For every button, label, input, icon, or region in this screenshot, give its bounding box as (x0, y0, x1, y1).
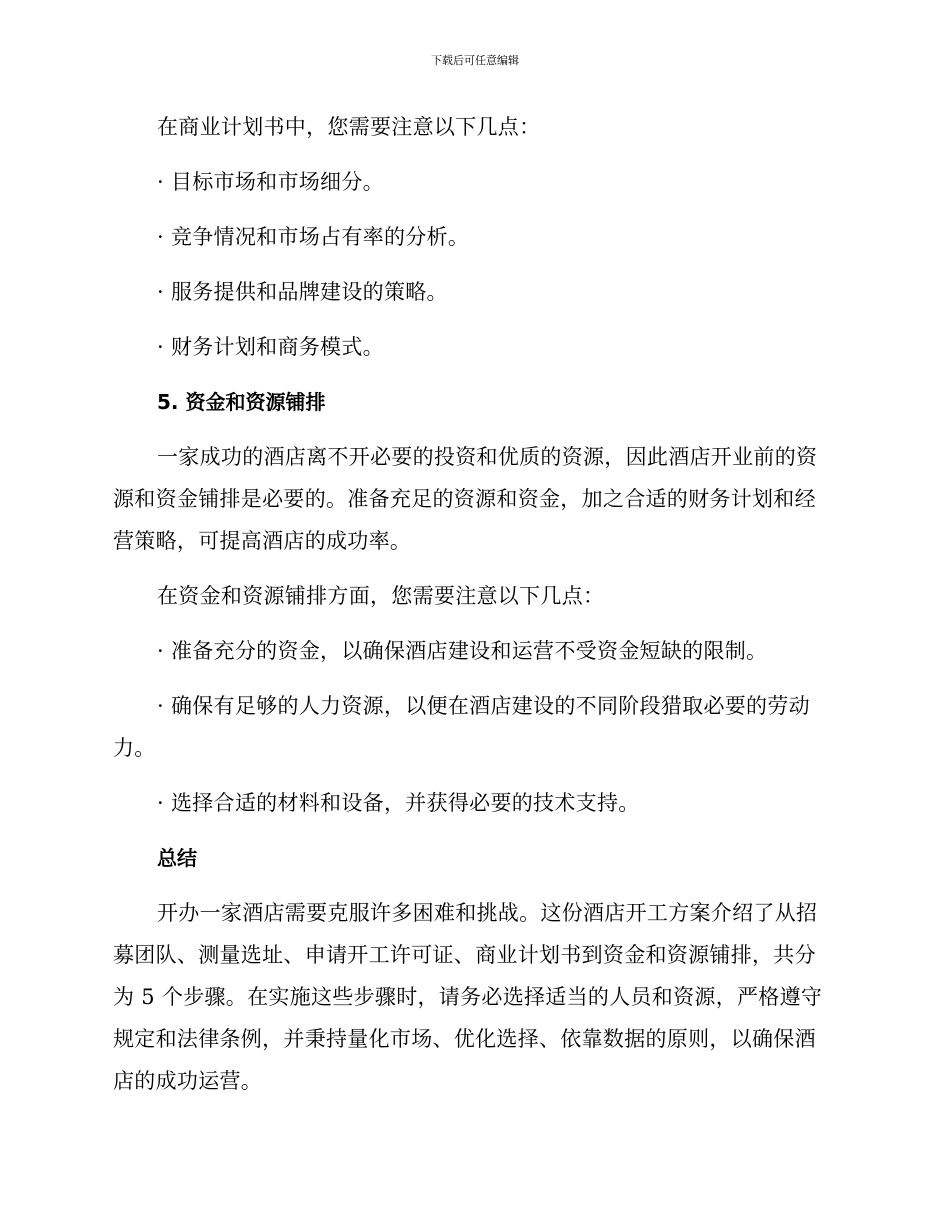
section-heading: 5. 资金和资源铺排 (157, 390, 326, 414)
document-body (113, 106, 833, 1115)
intro-paragraph: 在资金和资源铺排方面，您需要注意以下几点： (157, 584, 605, 608)
bullet-item: · 选择合适的材料和设备，并获得必要的技术支持。 (157, 791, 640, 815)
body-paragraph: 一家成功的酒店离不开必要的投资和优质的资源，因此酒店开业前的资源和资金铺排是必要的。准备充足的资源和资金，加之合适的财务计划和经营策略，可提高酒店的成功率。 (113, 445, 818, 553)
summary-paragraph: 开办一家酒店需要克服许多困难和挑战。这份酒店开工方案介绍了从招募团队、测量选址、申请开工许可证、商业计划书到资金和资源铺排，共分为 5 个步骤。在实施这些步骤时，请务必选择适当的人员和资源，严格遵守规定和法律条例，并秉持量化市场、优化选择、依靠数据的原则，以确保酒店的成功运营。 (113, 901, 823, 1093)
intro-paragraph: 在商业计划书中，您需要注意以下几点： (157, 115, 541, 139)
bullet-item: · 目标市场和市场细分。 (157, 170, 384, 194)
bullet-item: · 确保有足够的人力资源，以便在酒店建设的不同阶段猎取必要的劳动力。 (113, 694, 810, 760)
summary-heading: 总结 (157, 846, 197, 870)
bullet-item: · 竞争情况和市场占有率的分析。 (157, 225, 470, 249)
bullet-item: · 服务提供和品牌建设的策略。 (157, 280, 448, 304)
bullet-item: · 准备充分的资金，以确保酒店建设和运营不受资金短缺的限制。 (157, 639, 768, 663)
page-header: 下载后可任意编辑 (431, 54, 519, 67)
bullet-item: · 财务计划和商务模式。 (157, 335, 384, 359)
